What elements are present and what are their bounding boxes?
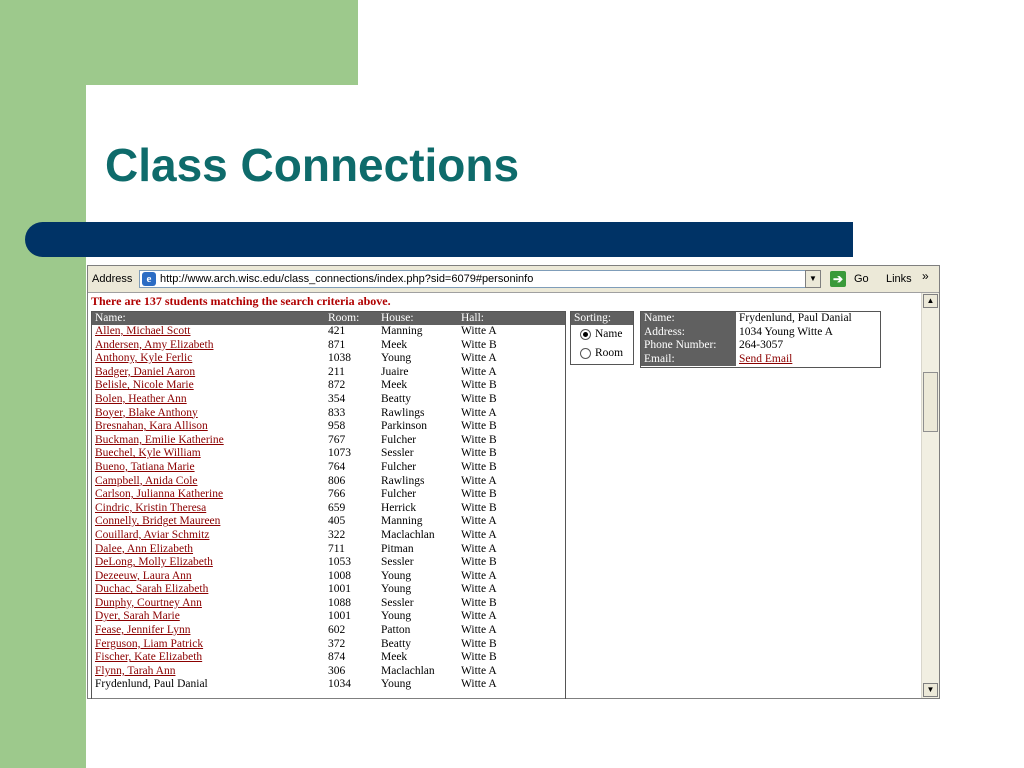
table-row bbox=[92, 475, 565, 489]
links-button[interactable]: Links bbox=[886, 273, 912, 285]
student-room: 833 bbox=[328, 406, 346, 419]
info-address-value: 1034 Young Witte A bbox=[739, 325, 833, 338]
address-dropdown-button[interactable]: ▼ bbox=[805, 270, 821, 288]
student-room: 659 bbox=[328, 501, 346, 514]
table-row bbox=[92, 325, 565, 339]
sort-room-radio[interactable] bbox=[580, 348, 591, 359]
student-house: Sessler bbox=[381, 556, 414, 569]
student-hall: Witte B bbox=[461, 556, 497, 569]
student-hall: Witte A bbox=[461, 624, 497, 637]
student-hall: Witte B bbox=[461, 460, 497, 473]
student-house: Beatty bbox=[381, 637, 412, 650]
info-name-label: Name: bbox=[641, 312, 736, 326]
student-name-link[interactable]: Duchac, Sarah Elizabeth bbox=[95, 583, 209, 596]
student-room: 874 bbox=[328, 651, 346, 664]
student-house: Beatty bbox=[381, 392, 412, 405]
student-house: Fulcher bbox=[381, 460, 417, 473]
divider-bar bbox=[25, 222, 853, 257]
student-room: 1008 bbox=[328, 569, 351, 582]
sort-name-radio[interactable] bbox=[580, 329, 591, 340]
student-house: Meek bbox=[381, 338, 408, 351]
student-name-link[interactable]: Belisle, Nicole Marie bbox=[95, 379, 194, 392]
student-house: Rawlings bbox=[381, 474, 425, 487]
student-name-link[interactable]: Carlson, Julianna Katherine bbox=[95, 488, 224, 501]
info-name-value: Frydenlund, Paul Danial bbox=[739, 312, 852, 324]
student-hall: Witte A bbox=[461, 583, 497, 596]
student-hall: Witte B bbox=[461, 420, 497, 433]
student-name-link[interactable]: Connelly, Bridget Maureen bbox=[95, 515, 221, 528]
student-room: 872 bbox=[328, 379, 346, 392]
address-input[interactable] bbox=[139, 270, 819, 288]
student-name-link[interactable]: Andersen, Amy Elizabeth bbox=[95, 338, 214, 351]
table-row bbox=[92, 624, 565, 638]
sorting-header: Sorting: bbox=[571, 312, 633, 325]
student-room: 306 bbox=[328, 664, 346, 677]
table-row bbox=[92, 447, 565, 461]
table-row bbox=[92, 556, 565, 570]
info-email-label: Email: bbox=[641, 353, 736, 367]
student-hall: Witte A bbox=[461, 474, 497, 487]
address-label: Address bbox=[92, 273, 133, 285]
student-house: Herrick bbox=[381, 501, 417, 514]
student-house: Sessler bbox=[381, 596, 414, 609]
student-room: 354 bbox=[328, 392, 346, 405]
student-room: 1053 bbox=[328, 556, 351, 569]
student-name-link[interactable]: Buechel, Kyle William bbox=[95, 447, 201, 460]
student-room: 372 bbox=[328, 637, 346, 650]
student-hall: Witte A bbox=[461, 352, 497, 365]
student-hall: Witte A bbox=[461, 365, 497, 378]
student-house: Sessler bbox=[381, 447, 414, 460]
student-name-link[interactable]: Couillard, Aviar Schmitz bbox=[95, 528, 210, 541]
info-address-label: Address: bbox=[641, 326, 736, 340]
student-room: 1038 bbox=[328, 352, 351, 365]
student-hall: Witte A bbox=[461, 610, 497, 623]
student-house: Young bbox=[381, 583, 412, 596]
student-house: Manning bbox=[381, 515, 423, 528]
sort-room-label[interactable]: Room bbox=[595, 347, 624, 359]
table-row bbox=[92, 366, 565, 380]
student-hall: Witte A bbox=[461, 406, 497, 419]
student-room: 1073 bbox=[328, 447, 351, 460]
student-name-link[interactable]: Fease, Jennifer Lynn bbox=[95, 624, 191, 637]
student-name-link[interactable]: Dunphy, Courtney Ann bbox=[95, 596, 202, 609]
header-hall: Hall: bbox=[461, 312, 484, 324]
student-name-link[interactable]: Fischer, Kate Elizabeth bbox=[95, 651, 203, 664]
page-content bbox=[88, 293, 921, 699]
student-hall: Witte A bbox=[461, 515, 497, 528]
go-arrow-icon[interactable]: ➔ bbox=[830, 271, 846, 287]
student-hall: Witte B bbox=[461, 433, 497, 446]
student-name-link[interactable]: Badger, Daniel Aaron bbox=[95, 365, 196, 378]
table-row bbox=[92, 393, 565, 407]
table-header bbox=[92, 312, 565, 325]
student-house: Maclachlan bbox=[381, 528, 435, 541]
table-row bbox=[92, 543, 565, 557]
student-hall: Witte B bbox=[461, 637, 497, 650]
student-name-link[interactable]: Bresnahan, Kara Allison bbox=[95, 420, 208, 433]
table-row bbox=[92, 515, 565, 529]
student-house: Patton bbox=[381, 624, 411, 637]
go-button[interactable]: Go bbox=[854, 273, 869, 285]
table-row bbox=[92, 339, 565, 353]
table-row bbox=[92, 420, 565, 434]
student-room: 421 bbox=[328, 325, 346, 337]
student-hall: Witte A bbox=[461, 325, 497, 337]
info-phone-label: Phone Number: bbox=[641, 339, 736, 353]
student-house: Juaire bbox=[381, 365, 409, 378]
student-name-link[interactable]: Buckman, Emilie Katherine bbox=[95, 433, 224, 446]
table-row bbox=[92, 678, 565, 692]
student-name-link[interactable]: Bolen, Heather Ann bbox=[95, 392, 187, 405]
sort-option-name[interactable] bbox=[571, 325, 633, 344]
info-row-phone bbox=[641, 339, 880, 353]
student-room: 711 bbox=[328, 542, 345, 555]
student-hall: Witte A bbox=[461, 678, 497, 691]
scrollbar-thumb[interactable] bbox=[923, 372, 938, 432]
student-house: Meek bbox=[381, 651, 408, 664]
student-house: Fulcher bbox=[381, 488, 417, 501]
student-hall: Witte A bbox=[461, 569, 497, 582]
student-room: 806 bbox=[328, 474, 346, 487]
scroll-down-arrow-icon[interactable]: ▼ bbox=[923, 683, 938, 697]
student-name-link[interactable]: Ferguson, Liam Patrick bbox=[95, 637, 204, 650]
left-accent-bar bbox=[0, 0, 86, 768]
student-house: Rawlings bbox=[381, 406, 425, 419]
student-room: 322 bbox=[328, 528, 346, 541]
student-house: Maclachlan bbox=[381, 664, 435, 677]
slide-title: Class Connections bbox=[105, 139, 520, 191]
student-name-link[interactable]: Campbell, Anida Cole bbox=[95, 474, 198, 487]
table-row bbox=[92, 651, 565, 665]
info-row-name bbox=[641, 312, 880, 326]
student-hall: Witte A bbox=[461, 528, 497, 541]
sort-name-label[interactable]: Name bbox=[595, 328, 623, 340]
header-house: House: bbox=[381, 312, 414, 324]
student-name-link[interactable]: Cindric, Kristin Theresa bbox=[95, 501, 207, 514]
student-hall: Witte B bbox=[461, 338, 497, 351]
address-bar bbox=[88, 266, 939, 293]
table-row bbox=[92, 461, 565, 475]
sorting-panel bbox=[570, 311, 634, 365]
student-room: 211 bbox=[328, 365, 345, 378]
student-name-link[interactable]: Flynn, Tarah Ann bbox=[95, 664, 176, 677]
student-name-link[interactable]: Anthony, Kyle Ferlic bbox=[95, 352, 193, 365]
result-message: There are 137 students matching the search criteria above. bbox=[91, 294, 391, 308]
student-house: Manning bbox=[381, 325, 423, 337]
student-house: Pitman bbox=[381, 542, 414, 555]
table-row bbox=[92, 434, 565, 448]
person-info-panel bbox=[640, 311, 881, 368]
table-row bbox=[92, 665, 565, 679]
table-row bbox=[92, 488, 565, 502]
send-email-link[interactable]: Send Email bbox=[739, 352, 793, 365]
student-room: 958 bbox=[328, 420, 346, 433]
student-name-link[interactable]: Dyer, Sarah Marie bbox=[95, 610, 180, 623]
student-name-link[interactable]: Allen, Michael Scott bbox=[95, 325, 191, 337]
header-room: Room: bbox=[328, 312, 360, 324]
student-house: Young bbox=[381, 569, 412, 582]
student-table bbox=[91, 311, 566, 699]
student-hall: Witte B bbox=[461, 651, 497, 664]
student-name-link[interactable]: Dalee, Ann Elizabeth bbox=[95, 542, 194, 555]
header-name: Name: bbox=[95, 312, 126, 324]
student-room: 764 bbox=[328, 460, 346, 473]
table-row bbox=[92, 638, 565, 652]
student-house: Young bbox=[381, 352, 412, 365]
student-name-link[interactable]: Boyer, Blake Anthony bbox=[95, 406, 198, 419]
info-row-address bbox=[641, 326, 880, 340]
sort-option-room[interactable] bbox=[571, 344, 633, 363]
student-hall: Witte B bbox=[461, 379, 497, 392]
student-room: 1001 bbox=[328, 610, 351, 623]
address-url: http://www.arch.wisc.edu/class_connections/index.php?sid=6079#personinfo bbox=[160, 273, 534, 285]
student-house: Meek bbox=[381, 379, 408, 392]
student-house: Parkinson bbox=[381, 420, 427, 433]
links-chevron-icon[interactable]: » bbox=[922, 269, 929, 283]
student-hall: Witte A bbox=[461, 664, 497, 677]
student-house: Young bbox=[381, 610, 412, 623]
table-row bbox=[92, 583, 565, 597]
student-room: 1001 bbox=[328, 583, 351, 596]
table-row bbox=[92, 407, 565, 421]
ie-page-icon: e bbox=[142, 272, 156, 286]
student-hall: Witte A bbox=[461, 542, 497, 555]
table-row bbox=[92, 570, 565, 584]
student-room: 1034 bbox=[328, 678, 351, 691]
vertical-scrollbar[interactable] bbox=[921, 293, 939, 698]
table-body bbox=[92, 325, 565, 692]
student-hall: Witte B bbox=[461, 488, 497, 501]
table-row bbox=[92, 610, 565, 624]
student-house: Young bbox=[381, 678, 412, 691]
table-row bbox=[92, 352, 565, 366]
info-row-email bbox=[641, 353, 880, 367]
student-name-link[interactable]: Frydenlund, Paul Danial bbox=[95, 678, 208, 691]
table-row bbox=[92, 529, 565, 543]
student-hall: Witte B bbox=[461, 596, 497, 609]
table-row bbox=[92, 379, 565, 393]
student-room: 405 bbox=[328, 515, 346, 528]
student-hall: Witte B bbox=[461, 447, 497, 460]
student-room: 602 bbox=[328, 624, 346, 637]
student-name-link[interactable]: DeLong, Molly Elizabeth bbox=[95, 556, 213, 569]
student-hall: Witte B bbox=[461, 501, 497, 514]
student-room: 1088 bbox=[328, 596, 351, 609]
scroll-up-arrow-icon[interactable]: ▲ bbox=[923, 294, 938, 308]
table-row bbox=[92, 597, 565, 611]
browser-window bbox=[87, 265, 940, 699]
table-row bbox=[92, 502, 565, 516]
student-room: 766 bbox=[328, 488, 346, 501]
info-phone-value: 264-3057 bbox=[739, 339, 784, 351]
student-name-link[interactable]: Dezeeuw, Laura Ann bbox=[95, 569, 192, 582]
student-room: 767 bbox=[328, 433, 346, 446]
student-room: 871 bbox=[328, 338, 346, 351]
student-name-link[interactable]: Bueno, Tatiana Marie bbox=[95, 460, 195, 473]
student-house: Fulcher bbox=[381, 433, 417, 446]
student-hall: Witte B bbox=[461, 392, 497, 405]
top-accent-bar bbox=[0, 0, 358, 85]
